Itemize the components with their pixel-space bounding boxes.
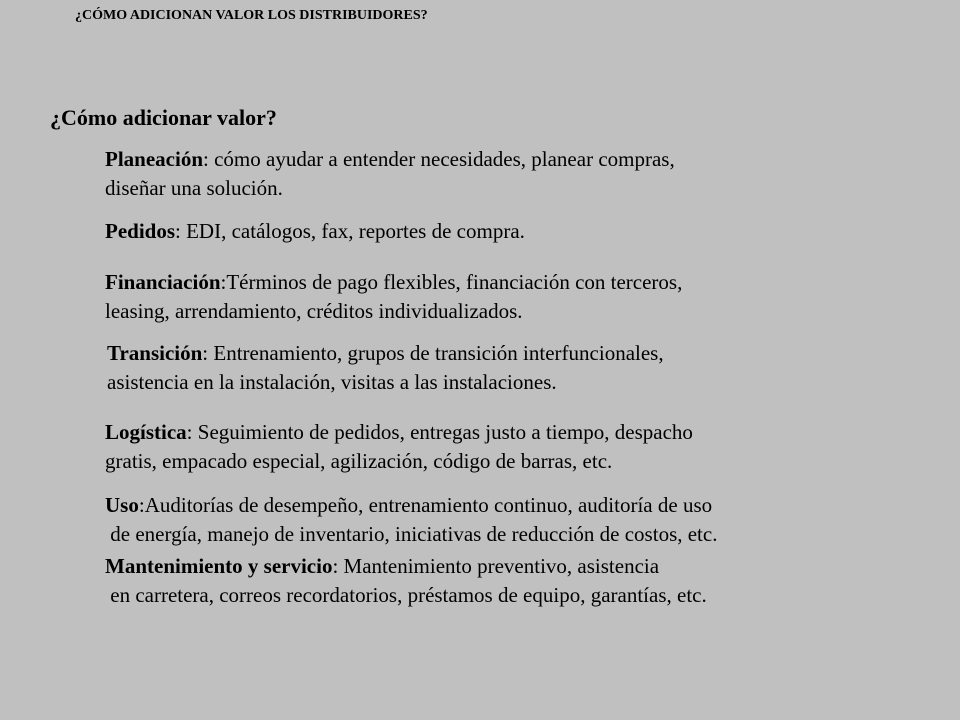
item-logistica — [105, 418, 693, 476]
item-text: Términos de pago flexibles, financiación con terceros, — [226, 270, 683, 294]
item-pedidos — [105, 217, 525, 246]
item-term: Logística — [105, 420, 187, 444]
item-uso — [105, 491, 717, 549]
item-text: Auditorías de desempeño, entrenamiento continuo, auditoría de uso — [144, 493, 713, 517]
item-text: cómo ayudar a entender necesidades, planear compras, — [214, 147, 675, 171]
slide-header: ¿CÓMO ADICIONAN VALOR LOS DISTRIBUIDORES? — [75, 8, 428, 23]
item-term: Uso — [105, 493, 139, 517]
item-term: Pedidos — [105, 219, 176, 243]
item-text: Seguimiento de pedidos, entregas justo a tiempo, despacho — [197, 420, 693, 444]
item-term: Financiación — [105, 270, 221, 294]
item-text: gratis, empacado especial, agilización, código de barras, etc. — [105, 449, 613, 473]
item-separator: : — [203, 147, 215, 171]
item-transicion — [107, 339, 664, 397]
item-separator: : — [175, 219, 187, 243]
item-separator: : — [202, 341, 214, 365]
slide-subtitle: ¿Cómo adicionar valor? — [50, 105, 277, 130]
item-text: leasing, arrendamiento, créditos individualizados. — [105, 299, 523, 323]
item-planeacion — [105, 145, 675, 203]
item-text: en carretera, correos recordatorios, préstamos de equipo, garantías, etc. — [105, 583, 707, 607]
item-financiacion — [105, 268, 682, 326]
item-separator: : — [332, 554, 344, 578]
item-separator: : — [220, 270, 227, 294]
item-term: Mantenimiento y servicio — [105, 554, 333, 578]
item-term: Transición — [107, 341, 203, 365]
item-term: Planeación — [105, 147, 203, 171]
item-separator: : — [186, 420, 198, 444]
item-text: Entrenamiento, grupos de transición interfuncionales, — [213, 341, 664, 365]
item-mantenimiento — [105, 552, 707, 610]
item-text: de energía, manejo de inventario, iniciativas de reducción de costos, etc. — [105, 522, 718, 546]
item-text: asistencia en la instalación, visitas a las instalaciones. — [107, 370, 557, 394]
item-separator: : — [138, 493, 145, 517]
item-text: Mantenimiento preventivo, asistencia — [343, 554, 660, 578]
item-text: EDI, catálogos, fax, reportes de compra. — [186, 219, 525, 243]
item-text: diseñar una solución. — [105, 176, 283, 200]
